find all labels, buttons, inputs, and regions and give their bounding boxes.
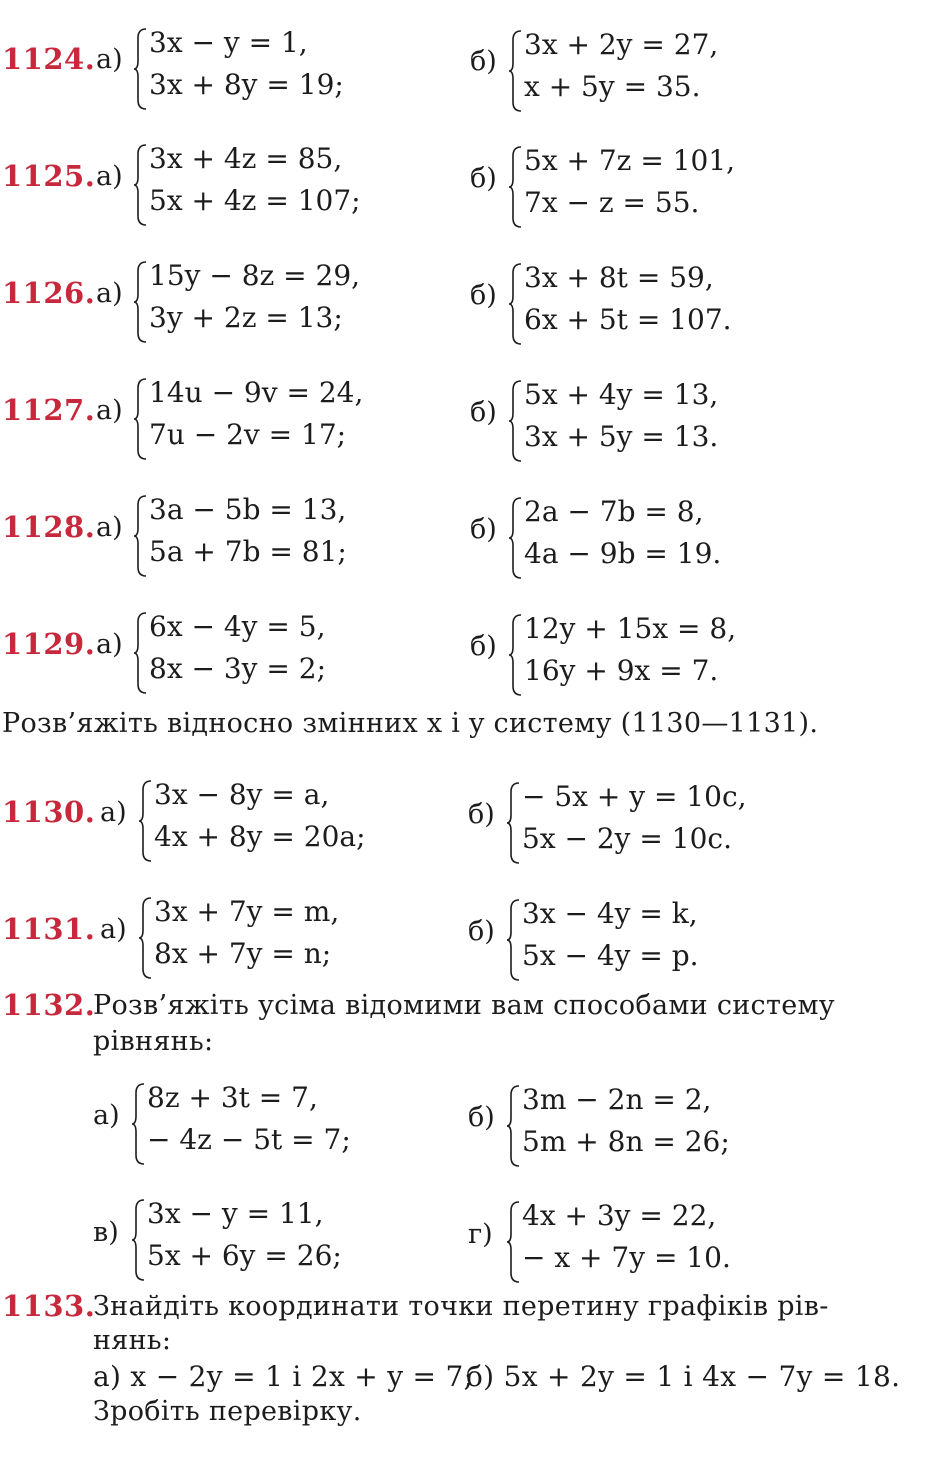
equation-1: 15y − 8z = 29, <box>149 259 361 292</box>
part-b-label: б) <box>470 397 497 428</box>
brace-icon <box>133 495 147 577</box>
brace-icon <box>131 1083 145 1165</box>
equation-1: 2a − 7b = 8, <box>524 495 704 528</box>
equation-2: 5x − 4y = p. <box>522 939 699 972</box>
problem-number: 1132. <box>2 988 96 1022</box>
problem-text-line-1: Розв’яжіть усіма відомими вам способами систему <box>93 990 835 1021</box>
equation-2: 6x + 5t = 107. <box>524 303 732 336</box>
part-a-label: а) <box>100 797 127 828</box>
problem-number: 1125. <box>2 159 96 193</box>
problem-number: 1131. <box>2 912 96 946</box>
equation-1: 3x − 8y = a, <box>154 778 330 811</box>
equation-1: − 5x + y = 10c, <box>522 780 747 813</box>
equation-1: 3x − 4y = k, <box>522 897 698 930</box>
equation-pair-a: а) x − 2y = 1 і 2x + y = 7; <box>93 1360 474 1393</box>
brace-icon <box>508 497 522 579</box>
equation-2: 8x + 7y = n; <box>154 937 332 970</box>
equation-1: 8z + 3t = 7, <box>147 1081 318 1114</box>
equation-2: 5m + 8n = 26; <box>522 1125 730 1158</box>
equation-2: − 4z − 5t = 7; <box>147 1123 351 1156</box>
brace-icon <box>508 380 522 462</box>
equation-2: 7x − z = 55. <box>524 186 700 219</box>
brace-icon <box>508 30 522 112</box>
equation-1: 3x + 2y = 27, <box>524 28 719 61</box>
problem-text-line-4: Зробіть перевірку. <box>93 1396 362 1427</box>
part-a-label: а) <box>96 395 123 426</box>
problem-number: 1133. <box>2 1289 96 1323</box>
part-c-label: в) <box>93 1217 119 1248</box>
brace-icon <box>133 261 147 343</box>
part-a-label: а) <box>100 914 127 945</box>
equation-1: 3x − y = 11, <box>147 1197 324 1230</box>
part-b-label: б) <box>468 1102 495 1133</box>
equation-1: 3x − y = 1, <box>149 26 308 59</box>
part-b-label: б) <box>470 514 497 545</box>
brace-icon <box>131 1199 145 1281</box>
part-d-label: г) <box>468 1219 493 1250</box>
equation-2: 4a − 9b = 19. <box>524 537 722 570</box>
equation-1: 6x − 4y = 5, <box>149 610 326 643</box>
problem-text-line-2: нянь: <box>93 1325 172 1356</box>
equation-1: 12y + 15x = 8, <box>524 612 737 645</box>
brace-icon <box>506 1085 520 1167</box>
equation-1: 3a − 5b = 13, <box>149 493 347 526</box>
problem-number: 1130. <box>2 795 96 829</box>
equation-2: 16y + 9x = 7. <box>524 654 719 687</box>
equation-1: 3x + 4z = 85, <box>149 142 343 175</box>
brace-icon <box>133 612 147 694</box>
equation-2: x + 5y = 35. <box>524 70 701 103</box>
problem-number: 1127. <box>2 393 96 427</box>
equation-1: 4x + 3y = 22, <box>522 1199 717 1232</box>
equation-pair-b: б) 5x + 2y = 1 і 4x − 7y = 18. <box>466 1360 901 1393</box>
brace-icon <box>506 782 520 864</box>
equation-2: 8x − 3y = 2; <box>149 652 327 685</box>
equation-2: − x + 7y = 10. <box>522 1241 731 1274</box>
equation-2: 3x + 8y = 19; <box>149 68 344 101</box>
brace-icon <box>506 899 520 981</box>
problem-number: 1128. <box>2 510 96 544</box>
equation-1: 3x + 8t = 59, <box>524 261 714 294</box>
part-a-label: а) <box>96 44 123 75</box>
problem-number: 1129. <box>2 627 96 661</box>
problem-text-line-2: рівнянь: <box>93 1026 214 1057</box>
brace-icon <box>133 28 147 110</box>
problem-number: 1124. <box>2 42 96 76</box>
equation-1: 3m − 2n = 2, <box>522 1083 712 1116</box>
part-b-label: б) <box>468 799 495 830</box>
part-b-label: б) <box>470 163 497 194</box>
part-a-label: а) <box>96 512 123 543</box>
part-b-label: б) <box>468 916 495 947</box>
problem-text-line-1: Знайдіть координати точки перетину графіків рів- <box>93 1291 829 1322</box>
equation-1: 5x + 4y = 13, <box>524 378 719 411</box>
instruction-text: Розв’яжіть відносно змінних x і y систему (1130—1131). <box>2 708 819 739</box>
brace-icon <box>508 146 522 228</box>
equation-2: 5x + 6y = 26; <box>147 1239 342 1272</box>
equation-2: 5a + 7b = 81; <box>149 535 347 568</box>
brace-icon <box>133 378 147 460</box>
problem-number: 1126. <box>2 276 96 310</box>
part-a-label: а) <box>96 629 123 660</box>
part-b-label: б) <box>470 46 497 77</box>
equation-1: 14u − 9v = 24, <box>149 376 364 409</box>
brace-icon <box>133 144 147 226</box>
equation-1: 3x + 7y = m, <box>154 895 340 928</box>
part-a-label: а) <box>96 278 123 309</box>
brace-icon <box>508 263 522 345</box>
brace-icon <box>138 780 152 862</box>
brace-icon <box>506 1201 520 1283</box>
part-b-label: б) <box>470 631 497 662</box>
equation-2: 4x + 8y = 20a; <box>154 820 366 853</box>
equation-2: 3y + 2z = 13; <box>149 301 343 334</box>
equation-1: 5x + 7z = 101, <box>524 144 736 177</box>
equation-2: 5x − 2y = 10c. <box>522 822 732 855</box>
equation-2: 7u − 2v = 17; <box>149 418 347 451</box>
brace-icon <box>508 614 522 696</box>
equation-2: 3x + 5y = 13. <box>524 420 719 453</box>
part-a-label: а) <box>96 161 123 192</box>
brace-icon <box>138 897 152 979</box>
part-a-label: а) <box>93 1100 120 1131</box>
part-b-label: б) <box>470 280 497 311</box>
equation-2: 5x + 4z = 107; <box>149 184 361 217</box>
